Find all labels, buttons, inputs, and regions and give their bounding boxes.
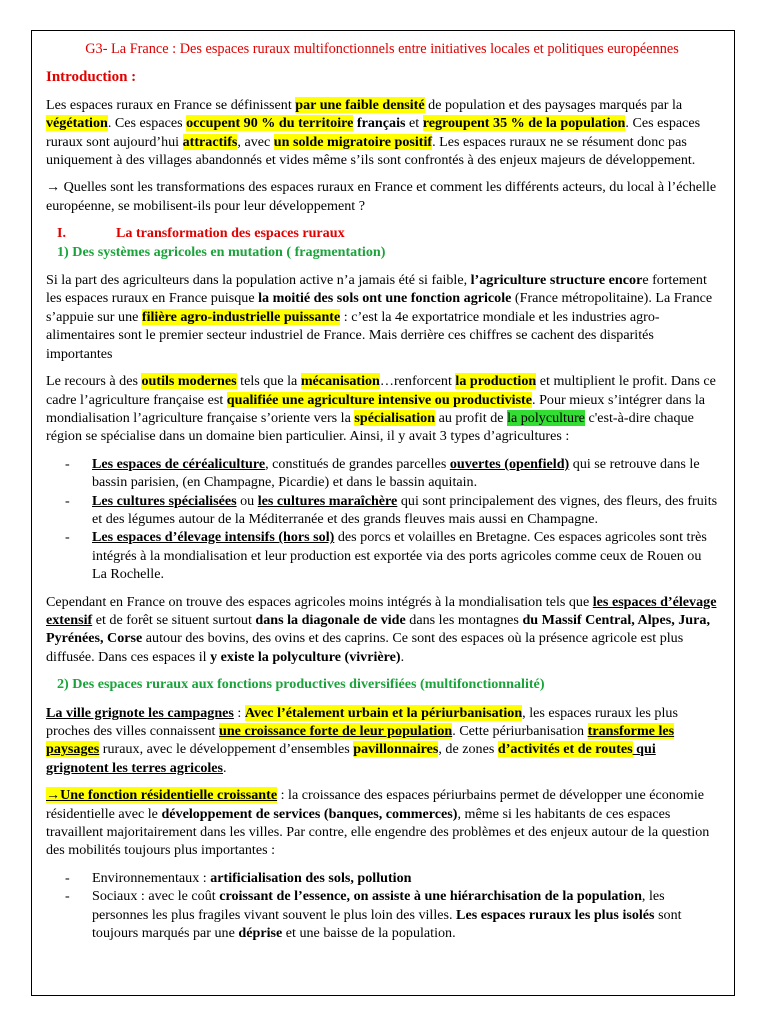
list-item: - Les espaces d’élevage intensifs (hors sol) des porcs et volailles en Bretagne. Ces espaces agricoles sont très intégrés à la mondialisation et leur production est exportée via des ports agricoles comme ceux de Rouen ou La Rochelle.	[65, 529, 707, 583]
list-item: - Les cultures spécialisées ou les cultures maraîchère qui sont principalement des vignes, des fleurs, des fruits et des légumes autour de la Méditerranée et des grands fleuves mais aussi en Champagne.	[65, 492, 718, 527]
page-title: G3- La France : Des espaces ruraux multifonctionnels entre initiatives locales et politiques européennes	[85, 41, 679, 57]
section-2-heading: 2) Des espaces ruraux aux fonctions productives diversifiées (multifonctionnalité)	[57, 676, 545, 693]
modernisation-paragraph: Le recours à des outils modernes tels que la mécanisation…renforcent la production et multiplient le profit. Dans ce cadre l’agriculture française est qualifiée une agriculture intensive ou productiviste. Pour mieux s’intégrer dans la mondialisation l’agriculture française s’oriente vers la spécialisation au profit de la polyculture c'est-à-dire chaque région se spécialise dans un domaine bien particulier. Ainsi, il y avait 3 types d’agricultures :	[46, 373, 716, 445]
agriculture-paragraph: Si la part des agriculteurs dans la population active n’a jamais été si faible, l’agriculture structure encore fortement les espaces ruraux en France puisque la moitié des sols ont une fonction agricole (France métropolitaine). La France s’appuie sur une filière agro-industrielle puissante : c’est la 4e exportatrice mondiale et les industries agro-alimentaires sont le premier secteur industriel de France. Mais derrière ces chiffres se cachent des disparités importantes	[46, 272, 713, 362]
issues-list	[46, 869, 718, 943]
document-body	[46, 40, 718, 951]
problematic-question: → Quelles sont les transformations des espaces ruraux en France et comment les différents acteurs, du local à l’échelle européenne, se mobilisent-ils pour leur développement ?	[46, 179, 717, 214]
extensive-farming-paragraph: Cependant en France on trouve des espaces agricoles moins intégrés à la mondialisation tels que les espaces d’élevage extensif et de forêt se situent surtout dans la diagonale de vide dans les montagnes du Massif Central, Alpes, Jura, Pyrénées, Corse autour des bovins, des ovins et des caprins. Ce sont des espaces où la présence agricole est plus diffusée. Dans ces espaces il y existe la polyculture (vivrière).	[46, 593, 717, 665]
periurban-paragraph: La ville grignote les campagnes : Avec l’étalement urbain et la périurbanisation, les espaces ruraux les plus proches des villes connaissent une croissance forte de leur population. Cette périurbanisation transforme les paysages ruraux, avec le développement d’ensembles pavillonnaires, de zones d’activités et de routes qui grignotent les terres agricoles.	[46, 704, 678, 776]
list-item: - Les espaces de céréaliculture, constitués de grandes parcelles ouvertes (openfield) qui se retrouve dans le bassin parisien, (en Champagne, Picardie) et dans le bassin aquitain.	[65, 455, 700, 491]
list-item: - Sociaux : avec le coût croissant de l’essence, on assiste à une hiérarchisation de la population, les personnes les plus fragiles vivant souvent le plus loin des villes. Les espaces ruraux les plus isolés sont toujours marqués par une déprise et une baisse de la population.	[65, 888, 682, 942]
section-1-heading: 1) Des systèmes agricoles en mutation ( fragmentation)	[57, 243, 386, 260]
list-item: - Environnementaux : artificialisation des sols, pollution	[65, 869, 412, 886]
residential-paragraph: →Une fonction résidentielle croissante : la croissance des espaces périurbains permet de développer une économie résidentielle avec le développement de services (banques, commerces), même si les habitants de ces espaces travaillent majoritairement dans les villes. Par contre, elle engendre des problèmes et des enjeux autour de la question des mobilités toujours plus importantes :	[46, 787, 710, 859]
agriculture-types-list	[46, 455, 718, 584]
introduction-heading: Introduction :	[46, 69, 137, 86]
intro-paragraph: Les espaces ruraux en France se définissent par une faible densité de population et des paysages marqués par la végétation. Ces espaces occupent 90 % du territoire français et regroupent 35 % de la population. Ces espaces ruraux sont aujourd’hui attractifs, avec un solde migratoire positif. Les espaces ruraux ne se résument donc pas uniquement à des villages abandonnés et vides même s’ils sont confrontés à des enjeux majeurs de développement.	[46, 96, 701, 169]
part-1-heading: I. La transformation des espaces ruraux	[57, 225, 345, 242]
